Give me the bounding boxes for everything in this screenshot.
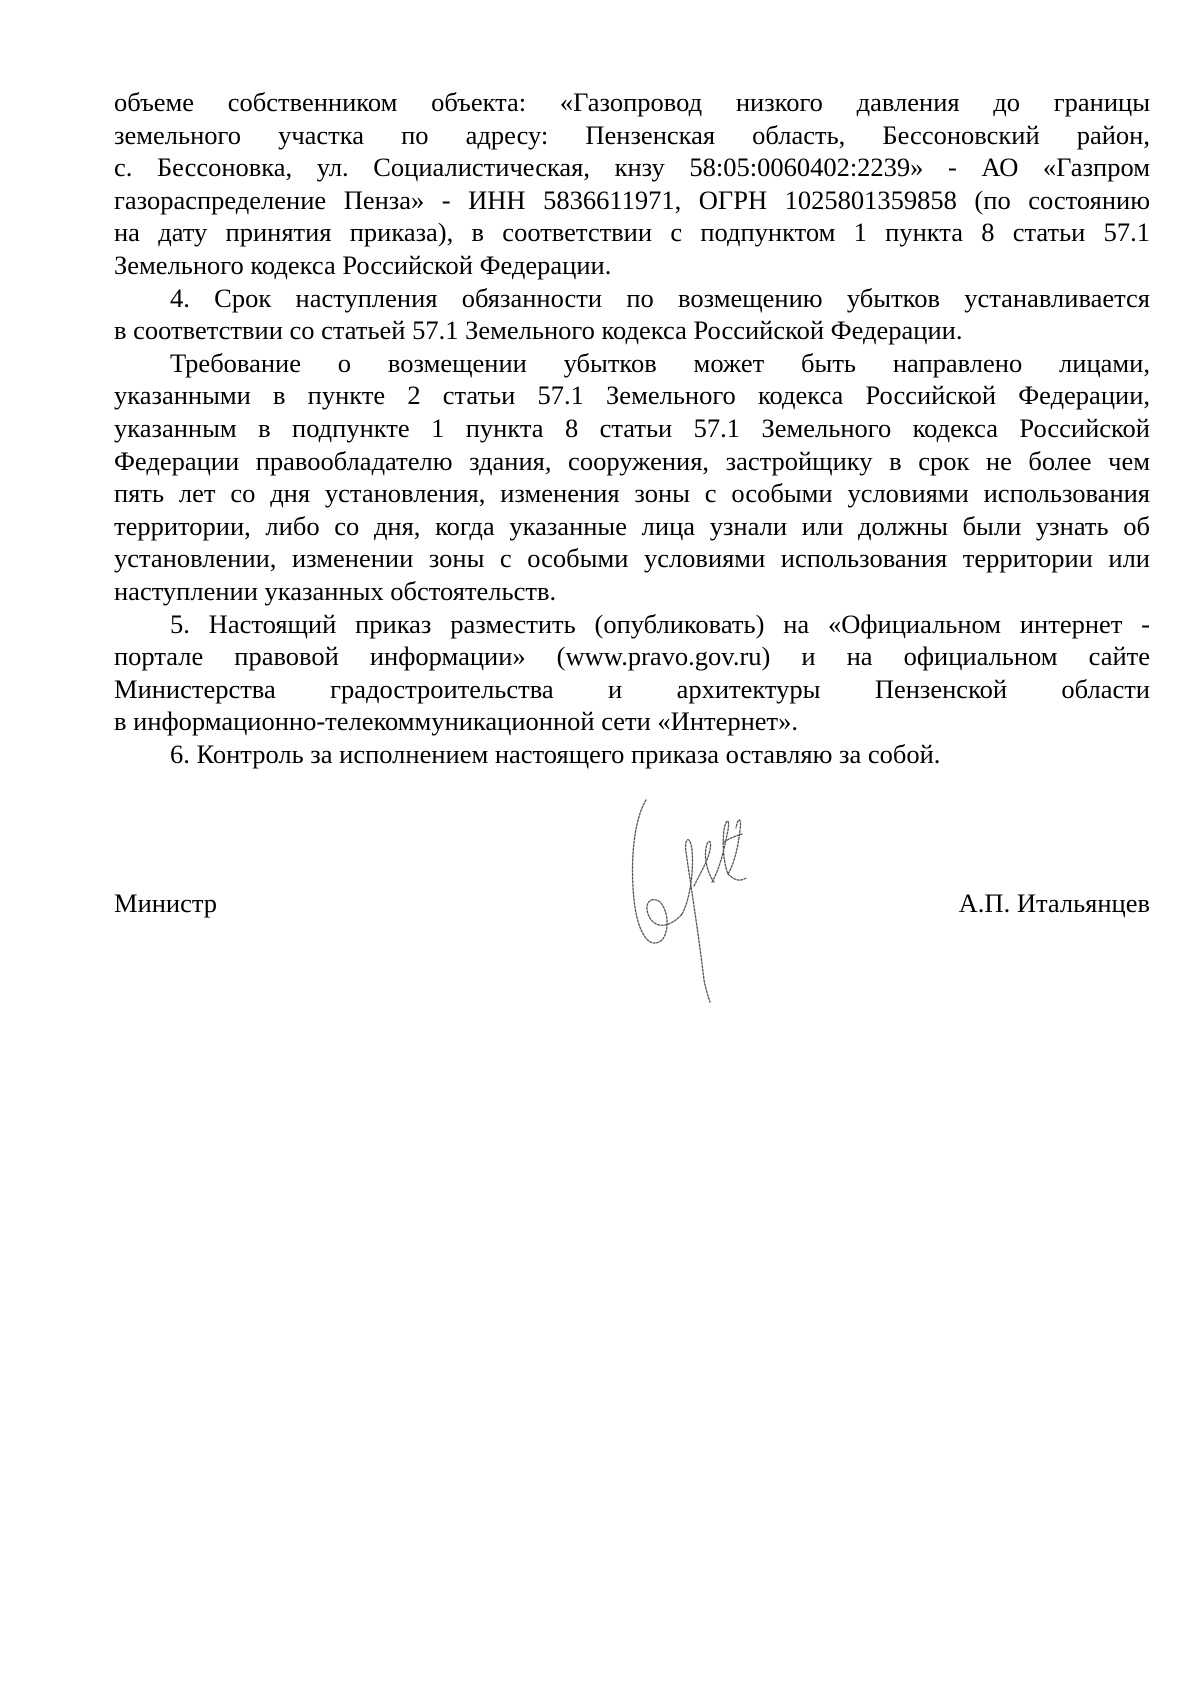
paragraph-6 <box>114 738 1150 771</box>
text-line: Министерства градостроительства и архитектуры Пензенской области <box>114 673 1150 704</box>
text-line: указанными в пункте 2 статьи 57.1 Земельного кодекса Российской Федерации, <box>114 380 1150 411</box>
text-line: 6. Контроль за исполнением настоящего приказа оставляю за собой. <box>170 738 941 769</box>
signatory-position: Министр <box>114 888 218 918</box>
text-line: установлении, изменении зоны с особыми условиями использования территории или <box>114 543 1150 574</box>
text-line: 4. Срок наступления обязанности по возмещению убытков устанавливается <box>170 282 1150 313</box>
signatory-name: А.П. Итальянцев <box>958 888 1150 918</box>
text-line: Земельного кодекса Российской Федерации. <box>114 249 612 280</box>
paragraph-4-requirement <box>114 347 1150 608</box>
text-line: территории, либо со дня, когда указанные лица узнали или должны были узнать об <box>114 510 1150 541</box>
text-line: на дату принятия приказа), в соответствии с подпунктом 1 пункта 8 статьи 57.1 <box>114 217 1150 248</box>
text-line: наступлении указанных обстоятельств. <box>114 575 557 606</box>
text-line: с. Бессоновка, ул. Социалистическая, кнзу 58:05:0060402:2239» - АО «Газпром <box>114 152 1150 183</box>
handwritten-signature-icon <box>624 790 764 1005</box>
text-line: указанным в подпункте 1 пункта 8 статьи 57.1 Земельного кодекса Российской <box>114 412 1150 443</box>
text-line: портале правовой информации» (www.pravo.gov.ru) и на официальном сайте <box>114 641 1150 672</box>
paragraph-4 <box>114 282 1150 347</box>
text-line: пять лет со дня установления, изменения зоны с особыми условиями использования <box>114 478 1150 509</box>
text-line: Требование о возмещении убытков может быть направлено лицами, <box>170 347 1150 378</box>
signature-block <box>114 790 1150 1010</box>
paragraph-3-continuation <box>114 86 1150 282</box>
text-line: в соответствии со статьей 57.1 Земельного кодекса Российской Федерации. <box>114 315 963 346</box>
text-line: Федерации правообладателю здания, сооружения, застройщику в срок не более чем <box>114 445 1150 476</box>
text-line: земельного участка по адресу: Пензенская область, Бессоновский район, <box>114 119 1150 150</box>
text-line: 5. Настоящий приказ разместить (опубликовать) на «Официальном интернет - <box>170 608 1150 639</box>
document-body <box>114 86 1150 770</box>
paragraph-5 <box>114 608 1150 738</box>
text-line: в информационно-телекоммуникационной сети «Интернет». <box>114 706 798 737</box>
text-line: газораспределение Пенза» - ИНН 5836611971, ОГРН 1025801359858 (по состоянию <box>114 184 1150 215</box>
text-line: объеме собственником объекта: «Газопровод низкого давления до границы <box>114 87 1150 117</box>
